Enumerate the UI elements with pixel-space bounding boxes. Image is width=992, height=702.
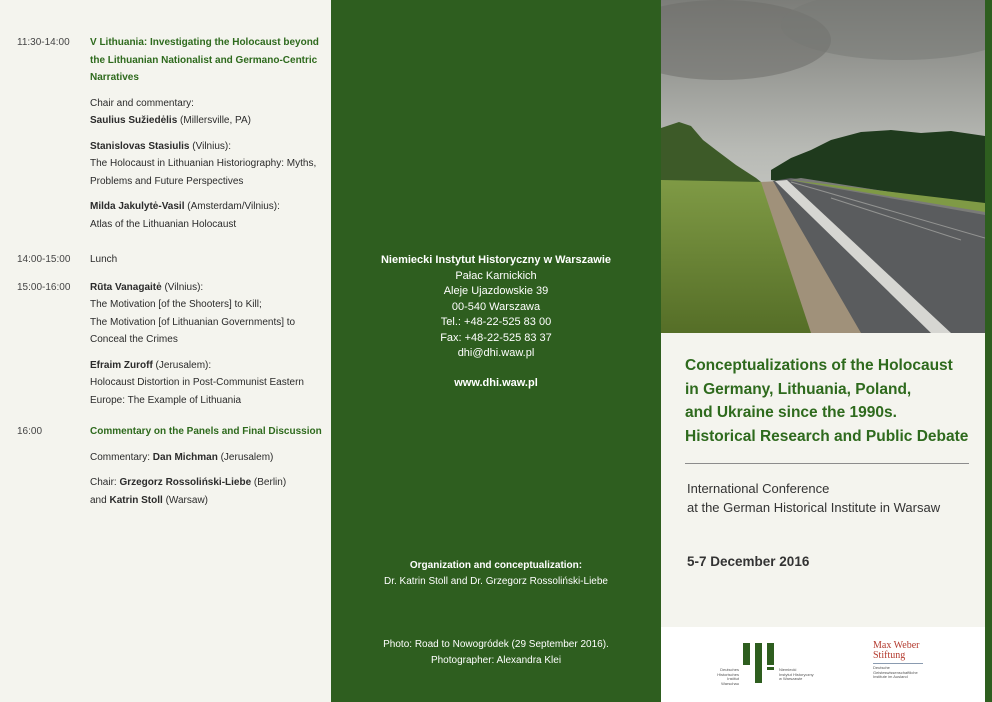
chair-block bbox=[90, 95, 325, 130]
chair-label: Chair and commentary: bbox=[90, 97, 194, 109]
conjunction: and bbox=[90, 494, 110, 506]
session-time: 15:00-16:00 bbox=[17, 281, 71, 293]
conference-date: 5-7 December 2016 bbox=[687, 554, 810, 569]
cover-panel bbox=[661, 0, 985, 702]
conference-title bbox=[685, 354, 975, 448]
dhi-label-pl: Niemiecki Instytut Historyczny w Warszawie bbox=[779, 667, 814, 681]
speaker-name: Rūta Vanagaitė bbox=[90, 281, 162, 293]
commentary-line bbox=[90, 449, 325, 467]
organization-label: Organization and conceptualization: bbox=[409, 560, 583, 571]
speaker-name: Stanislovas Stasiulis bbox=[90, 140, 190, 152]
title-line: in Germany, Lithuania, Poland, bbox=[685, 380, 912, 398]
speaker-name: Efraim Zuroff bbox=[90, 359, 153, 371]
dhi-logo-mark bbox=[741, 643, 777, 683]
phone: Tel.: +48-22-525 83 00 bbox=[440, 316, 552, 328]
talk-block bbox=[90, 198, 325, 233]
speaker-name: Katrin Stoll bbox=[109, 494, 163, 506]
address-street: Aleje Ujazdowskie 39 bbox=[443, 285, 549, 297]
speaker-affiliation: (Vilnius): bbox=[161, 281, 204, 293]
session-title: Commentary on the Panels and Final Discussion bbox=[90, 426, 322, 437]
session-content bbox=[90, 34, 325, 241]
contact-panel bbox=[331, 0, 661, 702]
chair-line bbox=[90, 112, 325, 130]
chair-label: Chair: bbox=[90, 477, 120, 488]
institute-address bbox=[331, 253, 661, 391]
talk-block bbox=[90, 279, 325, 349]
speaker-affiliation: (Amsterdam/Vilnius): bbox=[184, 201, 280, 212]
speaker-affiliation: (Jerusalem) bbox=[217, 451, 274, 463]
session-content bbox=[90, 279, 325, 418]
session-row bbox=[0, 423, 331, 517]
speaker-line bbox=[90, 138, 325, 156]
session-time: 14:00-15:00 bbox=[17, 254, 71, 265]
speaker-affiliation: (Millersville, PA) bbox=[177, 115, 251, 126]
talk-title-line: The Motivation [of the Shooters] to Kill; bbox=[90, 299, 262, 310]
organization-names: Dr. Katrin Stoll and Dr. Grzegorz Rossoliński-Liebe bbox=[384, 575, 608, 587]
speaker-line bbox=[90, 198, 325, 216]
title-line: and Ukraine since the 1990s. bbox=[685, 404, 897, 421]
speaker-line bbox=[90, 357, 325, 375]
edge-strip bbox=[985, 0, 992, 702]
session-time: 16:00 bbox=[17, 426, 43, 437]
organization-block bbox=[331, 558, 661, 589]
session-row bbox=[0, 34, 331, 241]
photographer: Photographer: Alexandra Klei bbox=[430, 654, 562, 666]
speaker-line bbox=[90, 279, 325, 297]
road-photo bbox=[661, 0, 985, 333]
speaker-name: Grzegorz Rossoliński-Liebe bbox=[119, 477, 252, 488]
photo-caption: Photo: Road to Nowogródek (29 September 2016). bbox=[383, 639, 609, 650]
conference-venue: at the German Historical Institute in Warsaw bbox=[687, 499, 941, 515]
session-content bbox=[90, 423, 325, 517]
speaker-name: Milda Jakulytė-Vasil bbox=[90, 201, 185, 212]
divider bbox=[685, 463, 969, 464]
conference-subtitle bbox=[687, 480, 977, 517]
fax: Fax: +48-22-525 83 37 bbox=[440, 331, 552, 344]
website-link[interactable]: www.dhi.waw.pl bbox=[454, 376, 538, 389]
speaker-affiliation: (Vilnius): bbox=[189, 140, 231, 152]
talk-block bbox=[90, 357, 325, 410]
photo-credit bbox=[331, 637, 661, 668]
address-city: 00-540 Warszawa bbox=[451, 300, 541, 313]
chair-block bbox=[90, 474, 325, 509]
title-line: Conceptualizations of the Holocaust bbox=[685, 357, 953, 374]
address-building: Pałac Karnickich bbox=[455, 269, 537, 282]
speaker-name: Saulius Sužiedėlis bbox=[90, 115, 178, 126]
session-time: 11:30-14:00 bbox=[17, 37, 70, 48]
talk-title: Holocaust Distortion in Post-Communist Eastern Europe: The Example of Lithuania bbox=[90, 377, 304, 406]
spacer bbox=[331, 362, 661, 376]
dhi-label-de: Deutsches Historisches Institut Warschau bbox=[717, 667, 739, 686]
session-row bbox=[0, 251, 331, 269]
talk-title: The Holocaust in Lithuanian Historiography: Myths, Problems and Future Perspectives bbox=[90, 158, 317, 187]
email-link[interactable]: dhi@dhi.waw.pl bbox=[457, 347, 535, 359]
session-row bbox=[0, 279, 331, 418]
mws-subtitle: Deutsche Geisteswissenschaftliche Institute im Ausland bbox=[873, 665, 918, 679]
conference-type: International Conference bbox=[687, 481, 830, 496]
session-title: V Lithuania: Investigating the Holocaust beyond the Lithuanian Nationalist and Germano-Centric Narratives bbox=[90, 37, 319, 83]
talk-block bbox=[90, 138, 325, 191]
talk-title-line: The Motivation [of Lithuanian Governments] to Conceal the Crimes bbox=[90, 316, 296, 345]
logo-strip bbox=[661, 627, 985, 702]
session-title: Lunch bbox=[90, 254, 118, 265]
commentary-label: Commentary: bbox=[90, 451, 153, 463]
title-line: Historical Research and Public Debate bbox=[685, 427, 969, 445]
speaker-affiliation: (Warsaw) bbox=[162, 494, 208, 506]
mws-rule bbox=[873, 663, 923, 664]
speaker-affiliation: (Berlin) bbox=[251, 477, 287, 488]
program-panel bbox=[0, 0, 331, 702]
talk-title: Atlas of the Lithuanian Holocaust bbox=[90, 218, 237, 230]
mws-name: Max Weber Stiftung bbox=[873, 640, 920, 661]
institute-name: Niemiecki Instytut Historyczny w Warszawie bbox=[380, 254, 612, 266]
speaker-affiliation: (Jerusalem): bbox=[152, 359, 212, 371]
speaker-name: Dan Michman bbox=[152, 451, 218, 463]
